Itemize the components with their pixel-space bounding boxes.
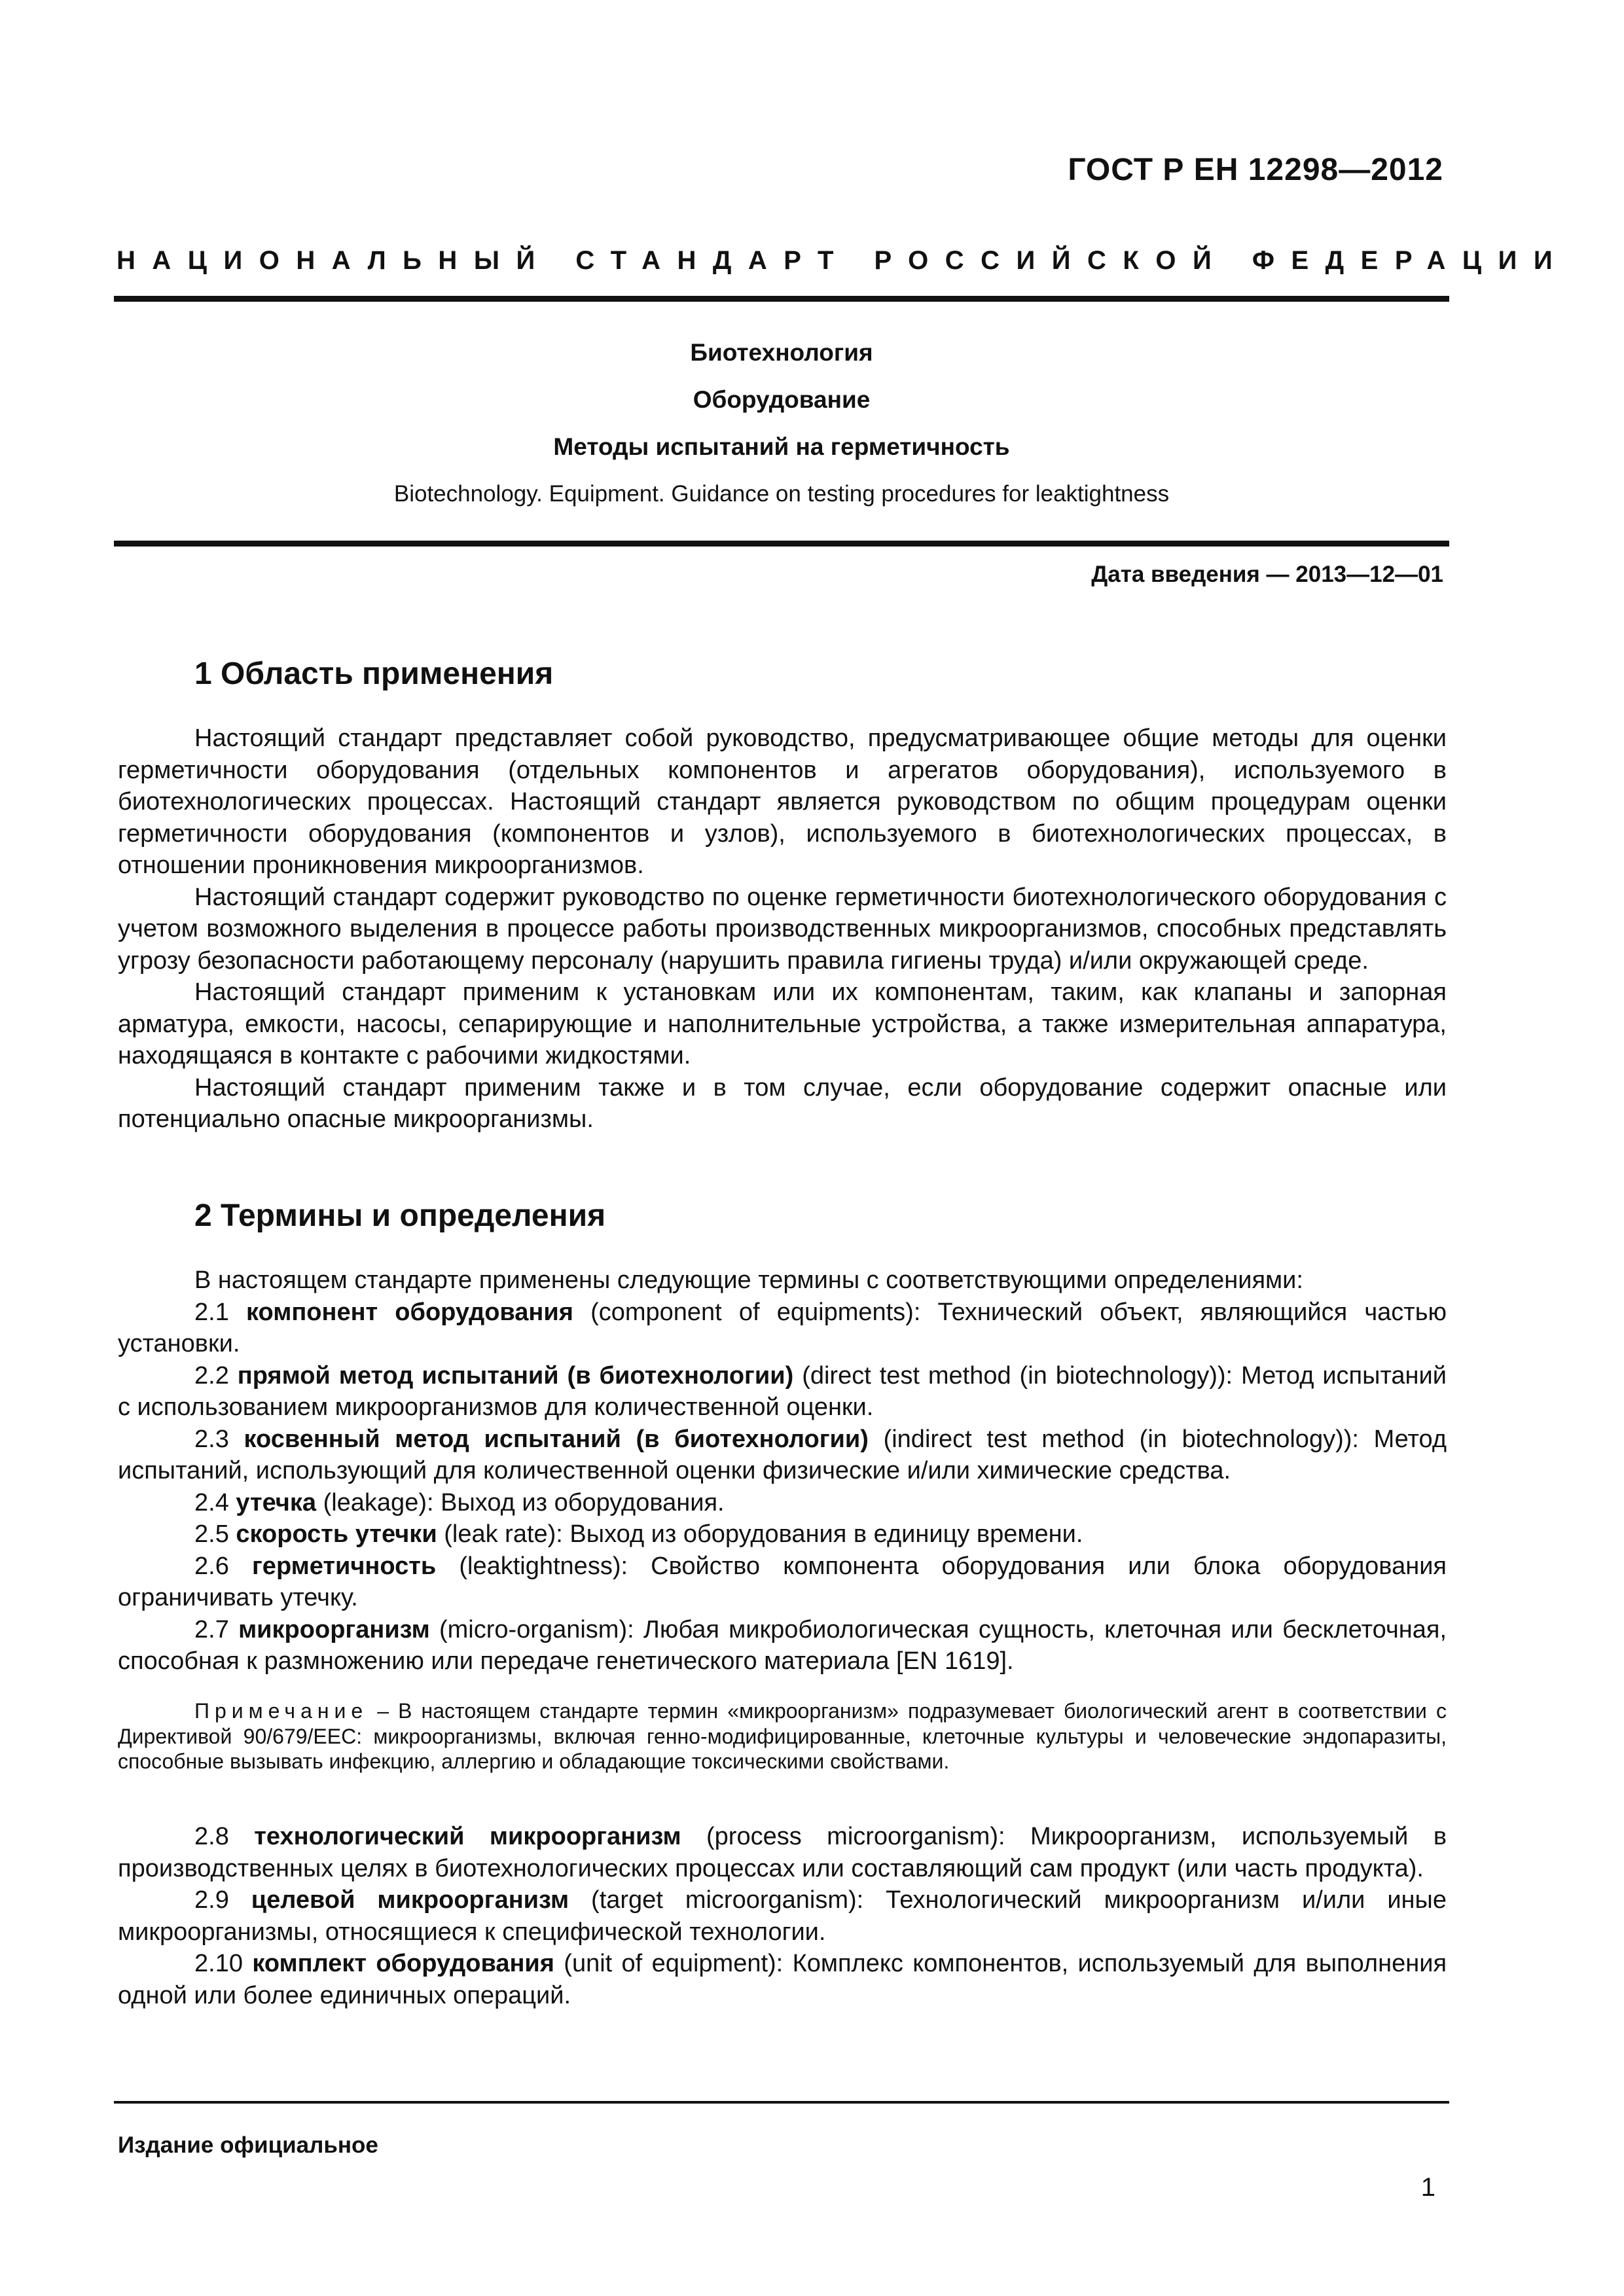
- section-1-paragraph: Настоящий стандарт применим к установкам или их компонентам, таким, как клапаны и запорная арматура, емкости, насосы, сепарирующие и наполнительные устройства, а также измерительная аппаратура, находящаяся в контакте с рабочими жидкостями.: [118, 978, 1447, 1069]
- section-1-paragraph: Настоящий стандарт представляет собой руководство, предусматривающее общие методы для оценки герметичности оборудования (отдельных компонентов и агрегатов оборудования), используемого в биотехнологических процессах. Настоящий стандарт является руководством по общим процедурам оценки герметичности оборудования (компонентов и узлов), используемого в биотехнологических процессах, в отношении проникновения микроорганизмов.: [118, 725, 1447, 879]
- term-definition: [118, 1518, 1447, 1551]
- section-1-paragraph: Настоящий стандарт содержит руководство по оценке герметичности биотехнологического оборудования с учетом возможного выделения в процессе работы производственных микроорганизмов, способных представлять угрозу безопасности работающему персоналу (нарушить правила гигиены труда) и/или окружающей среде.: [118, 883, 1447, 975]
- term-name: микроорганизм: [238, 1615, 430, 1643]
- term-number: 2.5: [194, 1520, 229, 1548]
- section-2-heading: 2 Термины и определения: [194, 1198, 606, 1233]
- term-name: прямой метод испытаний (в биотехнологии): [237, 1361, 794, 1390]
- term-definition: [118, 1297, 1447, 1360]
- page-number: 1: [1420, 2173, 1435, 2202]
- term-name: скорость утечки: [236, 1520, 437, 1548]
- title-line-2: Оборудование: [693, 386, 871, 413]
- document-number: ГОСТ Р ЕН 12298—2012: [1068, 152, 1443, 187]
- term-text: (target microorganism): Технологический микроорганизм и/или иные микроорганизмы, относящиеся к специфической технологии.: [118, 1886, 1447, 1946]
- term-text: (unit of equipment): Комплекс компонентов, используемый для выполнения одной или более единичных операций.: [118, 1950, 1447, 2009]
- section-2-body-continued: [118, 1821, 1447, 2011]
- title-english: Biotechnology. Equipment. Guidance on testing procedures for leaktightness: [393, 481, 1170, 507]
- term-number: 2.10: [194, 1950, 243, 1977]
- section-2-intro: В настоящем стандарте применены следующие термины с соответствующими определениями:: [194, 1266, 1303, 1294]
- term-name: компонент оборудования: [245, 1298, 573, 1326]
- term-text: (indirect test method (in biotechnology)): Метод испытаний, использующий для количественной оценки физические и/или химические средства.: [118, 1425, 1447, 1484]
- note-label: Примечание: [194, 1699, 369, 1723]
- term-name: косвенный метод испытаний (в биотехнологии): [244, 1425, 869, 1453]
- title-divider: [114, 541, 1449, 547]
- term-number: 2.8: [194, 1823, 229, 1850]
- term-definition: [118, 1948, 1447, 2011]
- term-number: 2.2: [194, 1361, 229, 1390]
- section-1-paragraph: Настоящий стандарт применим также и в том случае, если оборудование содержит опасные или потенциально опасные микроорганизмы.: [118, 1073, 1447, 1133]
- term-name: комплект оборудования: [252, 1950, 554, 1977]
- term-number: 2.4: [194, 1488, 229, 1516]
- title-line-1: Биотехнология: [690, 339, 873, 366]
- term-text: (direct test method (in biotechnology)): Метод испытаний с использованием микроорганизмов для количественной оценки.: [118, 1361, 1447, 1421]
- national-standard-heading: НАЦИОНАЛЬНЫЙ СТАНДАРТ РОССИЙСКОЙ ФЕДЕРАЦИИ: [117, 246, 1570, 275]
- title-block: [114, 329, 1449, 518]
- term-definition: [118, 1360, 1447, 1424]
- term-text: (component of equipments): Технический объект, являющийся частью установки.: [118, 1298, 1447, 1357]
- section-1-heading: 1 Область применения: [194, 656, 554, 691]
- section-2-body: [118, 1265, 1447, 1677]
- term-definition: [118, 1821, 1447, 1884]
- header-divider: [114, 296, 1449, 302]
- term-name: технологический микроорганизм: [254, 1823, 681, 1850]
- term-number: 2.7: [194, 1615, 229, 1643]
- term-text: (leaktightness): Свойство компонента оборудования или блока оборудования ограничивать утечку.: [118, 1552, 1447, 1611]
- note-block: [118, 1698, 1447, 1774]
- term-name: целевой микроорганизм: [251, 1886, 569, 1914]
- term-number: 2.3: [194, 1425, 229, 1453]
- term-definition: [118, 1424, 1447, 1487]
- term-number: 2.9: [194, 1886, 229, 1914]
- note-paragraph: [118, 1698, 1447, 1774]
- term-definition: [118, 1487, 1447, 1519]
- term-text: (leak rate): Выход из оборудования в единицу времени.: [444, 1520, 1083, 1548]
- note-text: – В настоящем стандарте термин «микроорганизм» подразумевает биологический агент в соответствии с Директивой 90/679/EEC: микроорганизмы, включая генно-модифицированные, клеточные культуры и человеческие эндопаразиты, способные вызывать инфекцию, аллергию и обладающие токсическими свойствами.: [118, 1699, 1447, 1773]
- term-definition: [118, 1614, 1447, 1677]
- term-number: 2.6: [194, 1552, 229, 1580]
- term-text: (process microorganism): Микроорганизм, используемый в производственных целях в биотехнологических процессах или составляющий сам продукт (или часть продукта).: [118, 1823, 1447, 1882]
- term-text: (micro-organism): Любая микробиологическая сущность, клеточная или бесклеточная, способная к размножению или передаче генетического материала [EN 1619].: [118, 1615, 1447, 1675]
- term-text: (leakage): Выход из оборудования.: [323, 1488, 725, 1516]
- term-number: 2.1: [194, 1298, 229, 1326]
- term-definition: [118, 1884, 1447, 1948]
- section-1-body: [118, 723, 1447, 1136]
- title-line-3: Методы испытаний на герметичность: [553, 433, 1010, 460]
- term-definition: [118, 1551, 1447, 1614]
- term-name: герметичность: [251, 1552, 437, 1580]
- term-name: утечка: [236, 1488, 316, 1516]
- introduction-date: Дата введения — 2013—12—01: [1091, 562, 1443, 587]
- footer-divider: [114, 2101, 1449, 2104]
- official-edition-label: Издание официальное: [118, 2132, 378, 2158]
